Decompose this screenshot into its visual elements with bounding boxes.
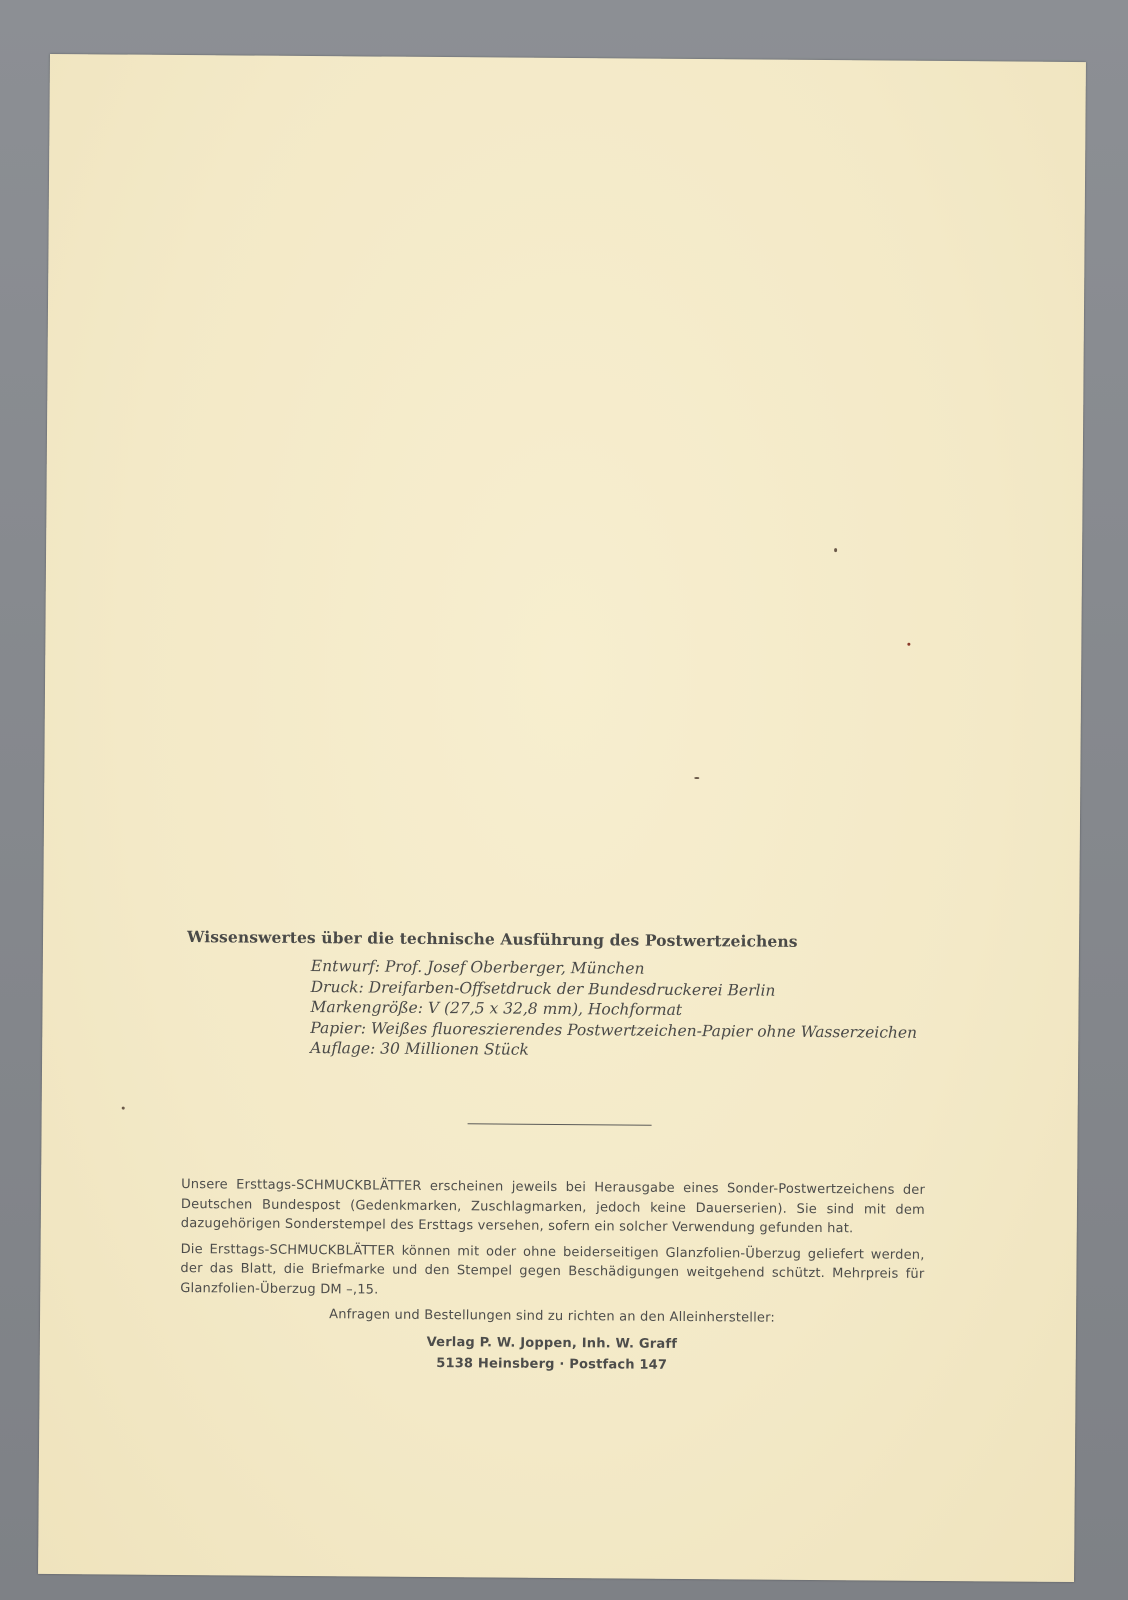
postal-address: 5138 Heinsberg · Postfach 147 bbox=[436, 1355, 668, 1373]
info-paragraph-1: Unsere Ersttags-SCHMUCKBLÄTTER erscheinen jeweils bei Herausgabe eines Sonder-Postwertzeichens der Deutschen Bundespost (Gedenkmarken, Zuschlagmarken, jedoch keine Dauerserien). Sie sind mit dem dazugehörigen Sonderstempel des Ersttags versehen, sofern ein solcher Verwendung gefunden hat. bbox=[180, 1177, 926, 1237]
inquiry-line: Anfragen und Bestellungen sind zu richten an den Alleinhersteller: bbox=[329, 1307, 776, 1326]
paper-speck bbox=[907, 643, 910, 646]
paper-sheet bbox=[38, 54, 1086, 1582]
print-line: Druck: Dreifarben-Offsetdruck der Bundesdruckerei Berlin bbox=[310, 977, 776, 1000]
technical-details bbox=[186, 927, 1007, 1064]
technical-title: Wissenswertes über die technische Ausführung des Postwertzeichens bbox=[186, 927, 798, 951]
publisher-name: Verlag P. W. Joppen, Inh. W. Graff bbox=[426, 1334, 678, 1352]
paper-speck bbox=[694, 777, 699, 779]
publisher-info bbox=[180, 1175, 926, 1377]
paper-speck bbox=[834, 548, 837, 552]
design-line: Entwurf: Prof. Josef Oberberger, München bbox=[310, 957, 645, 978]
info-paragraph-2: Die Ersttags-SCHMUCKBLÄTTER können mit oder ohne beiderseitigen Glanzfolien-Überzug geliefert werden, der das Blatt, die Briefmarke und den Stempel gegen Beschädigungen weitgehend schützt. Mehrpreis für Glanzfolien-Überzug DM –,15. bbox=[180, 1241, 925, 1298]
paper-speck bbox=[122, 1107, 125, 1110]
edition-line: Auflage: 30 Millionen Stück bbox=[310, 1039, 529, 1059]
technical-list bbox=[310, 956, 1007, 1064]
divider-line bbox=[468, 1123, 652, 1125]
publisher-address bbox=[180, 1330, 924, 1378]
stamp-size-line: Markengröße: V (27,5 x 32,8 mm), Hochformat bbox=[310, 998, 683, 1019]
paper-line: Papier: Weißes fluoreszierendes Postwertzeichen-Papier ohne Wasserzeichen bbox=[310, 1018, 918, 1042]
